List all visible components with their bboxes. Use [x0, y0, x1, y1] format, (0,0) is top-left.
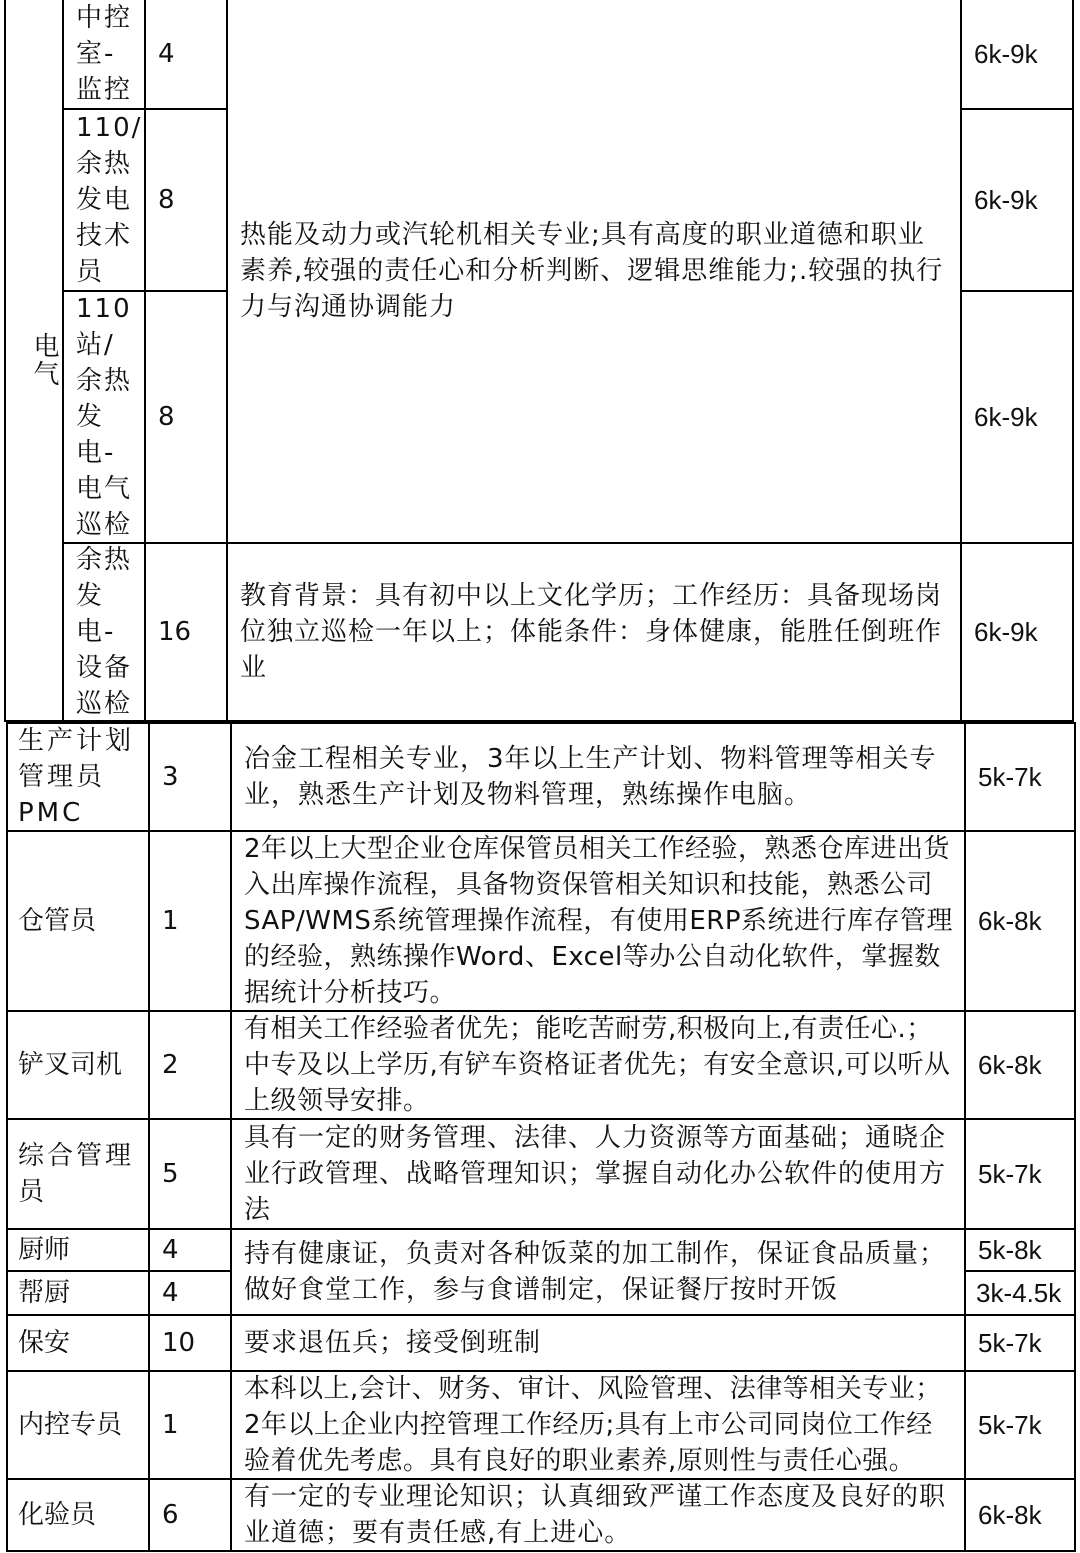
salary-cell	[960, 0, 1074, 110]
salary-cell	[964, 1370, 1076, 1480]
role-cell	[6, 1270, 150, 1316]
requirement-cell	[230, 1118, 966, 1230]
role-cell	[62, 0, 146, 110]
salary-value: 5k-7k	[978, 1410, 1042, 1440]
role-label: 保安	[18, 1328, 71, 1358]
salary-cell	[960, 108, 1074, 292]
role-label: 余热发电-设备巡检	[76, 545, 133, 719]
role-cell	[62, 290, 146, 544]
role-label: 中控室-监控	[76, 3, 133, 105]
role-cell	[6, 1010, 150, 1120]
role-label: 化验员	[18, 1500, 97, 1530]
count-value: 5	[162, 1159, 179, 1189]
role-label: 生产计划管理员PMC	[18, 726, 135, 828]
salary-value: 5k-8k	[978, 1235, 1042, 1265]
salary-cell	[964, 1228, 1076, 1272]
requirement-cell	[226, 542, 962, 722]
role-cell	[6, 1370, 150, 1480]
role-cell	[6, 1118, 150, 1230]
salary-value: 6k-8k	[978, 1050, 1042, 1080]
requirement-text: 冶金工程相关专业，3年以上生产计划、物料管理等相关专业，熟悉生产计划及物料管理，熟练操作电脑。	[244, 744, 937, 810]
count-value: 2	[162, 1050, 179, 1080]
salary-value: 6k-9k	[974, 39, 1038, 69]
requirement-cell	[230, 1478, 966, 1552]
salary-value: 6k-9k	[974, 617, 1038, 647]
department-cell	[4, 0, 64, 722]
requirement-cell-kitchen	[230, 1228, 966, 1316]
requirement-text: 教育背景：具有初中以上文化学历；工作经历：具备现场岗位独立巡检一年以上；体能条件：身体健康，能胜任倒班作业	[240, 581, 943, 683]
role-label: 内控专员	[18, 1410, 123, 1440]
count-cell	[148, 722, 232, 832]
count-value: 10	[162, 1328, 196, 1358]
count-cell	[144, 290, 228, 544]
salary-value: 3k-4.5k	[976, 1278, 1062, 1308]
count-cell	[144, 0, 228, 110]
count-value: 4	[162, 1278, 179, 1308]
requirement-text: 本科以上,会计、财务、审计、风险管理、法律等相关专业；2年以上企业内控管理工作经历;具有上市公司同岗位工作经验着优先考虑。具有良好的职业素养,原则性与责任心强。	[244, 1374, 942, 1476]
requirement-text: 持有健康证，负责对各种饭菜的加工制作，保证食品质量；做好食堂工作，参与食谱制定，保证餐厅按时开饭	[244, 1239, 947, 1305]
role-cell	[6, 1478, 150, 1552]
requirement-text: 具有一定的财务管理、法律、人力资源等方面基础；通晓企业行政管理、战略管理知识；掌握自动化办公软件的使用方法	[244, 1123, 947, 1225]
role-label: 厨师	[18, 1235, 71, 1265]
salary-value: 6k-9k	[974, 402, 1038, 432]
count-value: 3	[162, 762, 179, 792]
requirement-cell	[230, 1314, 966, 1372]
salary-value: 5k-7k	[978, 762, 1042, 792]
count-cell	[144, 108, 228, 292]
role-cell	[6, 1228, 150, 1272]
role-cell	[6, 1314, 150, 1372]
count-cell	[148, 1314, 232, 1372]
salary-value: 5k-7k	[978, 1328, 1042, 1358]
count-cell	[148, 1370, 232, 1480]
count-value: 6	[162, 1500, 179, 1530]
count-cell	[144, 542, 228, 722]
count-cell	[148, 1118, 232, 1230]
requirement-cell-shared	[226, 0, 962, 544]
salary-cell	[960, 542, 1074, 722]
role-cell	[62, 108, 146, 292]
salary-cell	[964, 722, 1076, 832]
salary-cell	[964, 1270, 1076, 1316]
requirement-cell	[230, 1370, 966, 1480]
salary-cell	[964, 1010, 1076, 1120]
count-value: 4	[162, 1235, 179, 1265]
count-value: 8	[158, 402, 175, 432]
count-value: 16	[158, 617, 192, 647]
department-label: 电气	[29, 332, 59, 388]
count-cell	[148, 830, 232, 1012]
requirement-cell	[230, 722, 966, 832]
salary-value: 6k-9k	[974, 185, 1038, 215]
role-label: 110站/余热发电-电气巡检	[76, 294, 133, 540]
count-cell	[148, 1270, 232, 1316]
role-cell	[62, 542, 146, 722]
count-cell	[148, 1010, 232, 1120]
salary-value: 6k-8k	[978, 1500, 1042, 1530]
requirement-cell	[230, 1010, 966, 1120]
count-cell	[148, 1478, 232, 1552]
requirement-text: 2年以上大型企业仓库保管员相关工作经验，熟悉仓库进出货入出库操作流程，具备物资保管相关知识和技能，熟悉公司SAP/WMS系统管理操作流程，有使用ERP系统进行库存管理的经验，熟练操作Word、Excel等办公自动化软件，掌握数据统计分析技巧。	[244, 834, 954, 1008]
salary-value: 6k-8k	[978, 906, 1042, 936]
role-cell	[6, 722, 150, 832]
salary-value: 5k-7k	[978, 1159, 1042, 1189]
requirement-text: 要求退伍兵；接受倒班制	[244, 1328, 542, 1358]
salary-cell	[964, 830, 1076, 1012]
role-label: 仓管员	[18, 906, 97, 936]
salary-cell	[964, 1314, 1076, 1372]
count-value: 1	[162, 1410, 179, 1440]
role-label: 110/余热发电技术员	[76, 113, 143, 287]
role-label: 综合管理员	[18, 1141, 135, 1207]
count-value: 4	[158, 39, 175, 69]
count-value: 1	[162, 906, 179, 936]
salary-cell	[964, 1478, 1076, 1552]
salary-cell	[964, 1118, 1076, 1230]
role-label: 铲叉司机	[18, 1050, 123, 1080]
count-value: 8	[158, 185, 175, 215]
salary-cell	[960, 290, 1074, 544]
requirement-cell	[230, 830, 966, 1012]
requirement-text: 有相关工作经验者优先；能吃苦耐劳,积极向上,有责任心.；中专及以上学历,有铲车资格证者优先；有安全意识,可以听从上级领导安排。	[244, 1014, 951, 1116]
role-cell	[6, 830, 150, 1012]
count-cell	[148, 1228, 232, 1272]
requirement-text: 有一定的专业理论知识；认真细致严谨工作态度及良好的职业道德；要有责任感,有上进心。	[244, 1482, 947, 1548]
requirement-text: 热能及动力或汽轮机相关专业;具有高度的职业道德和职业素养,较强的责任心和分析判断、逻辑思维能力;.较强的执行力与沟通协调能力	[240, 220, 944, 322]
role-label: 帮厨	[18, 1278, 71, 1308]
